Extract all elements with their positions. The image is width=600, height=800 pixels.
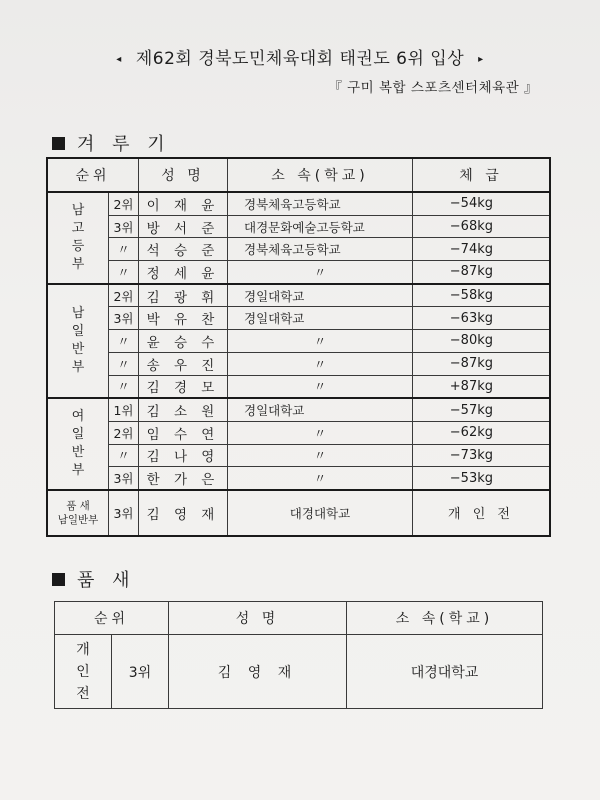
group-label-cell <box>47 284 109 398</box>
group-label-cell <box>47 192 109 284</box>
name-cell: 방 서 준 <box>139 215 228 238</box>
poomsae-heading <box>52 566 136 592</box>
affiliation-cell: 경북체육고등학교 <box>228 192 413 215</box>
column-header-affiliation: 소 속(학교) <box>228 158 413 192</box>
table-row <box>47 421 550 444</box>
weight-class-cell: −58kg <box>413 284 551 307</box>
weight-class-cell: −80kg <box>413 330 551 353</box>
name-cell: 김 영 재 <box>139 490 228 536</box>
name-cell: 이 재 윤 <box>139 192 228 215</box>
weight-class-cell: −63kg <box>413 307 551 330</box>
name-cell: 박 유 찬 <box>139 307 228 330</box>
column-header-name: 성 명 <box>139 158 228 192</box>
sparring-results-table <box>46 157 551 537</box>
group-label-char: 부 <box>71 463 85 479</box>
group-label-char: 남 <box>71 305 85 321</box>
group-label-line: 품 새 <box>66 499 90 512</box>
category-char: 전 <box>76 685 90 702</box>
affiliation-cell: 〃 <box>228 330 413 353</box>
table-header-row <box>47 158 550 192</box>
name-cell: 임 수 연 <box>139 421 228 444</box>
poomsae-heading-text: 품 새 <box>77 570 136 591</box>
affiliation-cell: 경북체육고등학교 <box>228 238 413 261</box>
table-row <box>55 635 543 709</box>
affiliation-cell: 〃 <box>228 375 413 398</box>
table-row <box>47 284 550 307</box>
table-row <box>47 307 550 330</box>
weight-class-cell: −87kg <box>413 352 551 375</box>
column-header-name: 성 명 <box>169 602 347 635</box>
group-label-char: 반 <box>71 445 85 461</box>
weight-class-cell: −57kg <box>413 398 551 421</box>
rank-cell: 〃 <box>109 261 139 284</box>
column-header-rank: 순위 <box>47 158 139 192</box>
table-row <box>47 330 550 353</box>
sparring-heading-text: 겨 루 기 <box>77 134 171 155</box>
affiliation-cell: 경일대학교 <box>228 398 413 421</box>
rank-cell: 2위 <box>109 284 139 307</box>
rank-cell: 3위 <box>109 467 139 490</box>
group-label-char: 등 <box>71 238 85 254</box>
group-label-char: 부 <box>71 359 85 375</box>
table-row <box>47 215 550 238</box>
left-triangle-icon: ◂ <box>116 53 122 65</box>
weight-class-cell: −73kg <box>413 444 551 467</box>
rank-cell: 〃 <box>109 238 139 261</box>
name-cell: 김 영 재 <box>169 635 347 709</box>
weight-class-cell: −62kg <box>413 421 551 444</box>
rank-cell: 〃 <box>109 352 139 375</box>
weight-class-cell: −54kg <box>413 192 551 215</box>
event-cell: 개 인 전 <box>413 490 551 536</box>
category-char: 개 <box>76 641 90 658</box>
name-cell: 석 승 준 <box>139 238 228 261</box>
sparring-heading <box>52 130 171 156</box>
affiliation-cell: 〃 <box>228 467 413 490</box>
square-bullet-icon <box>52 137 65 150</box>
table-row <box>47 467 550 490</box>
table-row <box>47 192 550 215</box>
weight-class-cell: −68kg <box>413 215 551 238</box>
name-cell: 송 우 진 <box>139 352 228 375</box>
affiliation-cell: 경일대학교 <box>228 284 413 307</box>
square-bullet-icon <box>52 573 65 586</box>
weight-class-cell: −53kg <box>413 467 551 490</box>
document-title <box>0 44 600 69</box>
table-row <box>47 490 550 536</box>
group-label-char: 부 <box>71 256 85 272</box>
right-triangle-icon: ▸ <box>478 53 484 65</box>
name-cell: 한 가 은 <box>139 467 228 490</box>
rank-cell: 1위 <box>109 398 139 421</box>
affiliation-cell: 대경대학교 <box>347 635 543 709</box>
group-label-cell <box>47 490 109 536</box>
affiliation-cell: 〃 <box>228 421 413 444</box>
rank-cell: 〃 <box>109 375 139 398</box>
table-row <box>47 352 550 375</box>
group-label-char: 일 <box>71 427 85 443</box>
column-header-weight: 체 급 <box>413 158 551 192</box>
table-header-row <box>55 602 543 635</box>
table-row <box>47 261 550 284</box>
name-cell: 김 나 영 <box>139 444 228 467</box>
affiliation-cell: 〃 <box>228 444 413 467</box>
rank-cell: 3위 <box>109 215 139 238</box>
name-cell: 김 경 모 <box>139 375 228 398</box>
group-label-char: 남 <box>71 202 85 218</box>
group-label-char: 반 <box>71 341 85 357</box>
table-row <box>47 375 550 398</box>
name-cell: 김 광 휘 <box>139 284 228 307</box>
group-label-char: 고 <box>71 220 85 236</box>
table-row <box>47 444 550 467</box>
rank-cell: 3위 <box>109 307 139 330</box>
name-cell: 정 세 윤 <box>139 261 228 284</box>
group-label-cell <box>47 398 109 490</box>
venue-subtitle: 『 구미 복합 스포츠센터체육관 』 <box>328 80 538 96</box>
rank-cell: 3위 <box>109 490 139 536</box>
poomsae-results-table <box>54 601 543 709</box>
affiliation-cell: 〃 <box>228 261 413 284</box>
column-header-affiliation: 소 속(학교) <box>347 602 543 635</box>
group-label-char: 일 <box>71 323 85 339</box>
rank-cell: 2위 <box>109 192 139 215</box>
rank-cell: 〃 <box>109 330 139 353</box>
title-text: 제62회 경북도민체육대회 태권도 6위 입상 <box>135 49 465 69</box>
affiliation-cell: 대경대학교 <box>228 490 413 536</box>
group-label-line: 남일반부 <box>57 513 99 526</box>
name-cell: 윤 승 수 <box>139 330 228 353</box>
table-row <box>47 398 550 421</box>
weight-class-cell: −87kg <box>413 261 551 284</box>
weight-class-cell: −74kg <box>413 238 551 261</box>
rank-cell: 3위 <box>112 635 169 709</box>
rank-cell: 2위 <box>109 421 139 444</box>
weight-class-cell: +87kg <box>413 375 551 398</box>
affiliation-cell: 〃 <box>228 352 413 375</box>
column-header-rank: 순위 <box>55 602 169 635</box>
group-label-char: 여 <box>71 409 85 425</box>
affiliation-cell: 경일대학교 <box>228 307 413 330</box>
category-char: 인 <box>76 663 90 680</box>
name-cell: 김 소 원 <box>139 398 228 421</box>
table-row <box>47 238 550 261</box>
sparring-table-body <box>47 192 550 536</box>
category-cell <box>55 635 112 709</box>
rank-cell: 〃 <box>109 444 139 467</box>
affiliation-cell: 대경문화예술고등학교 <box>228 215 413 238</box>
